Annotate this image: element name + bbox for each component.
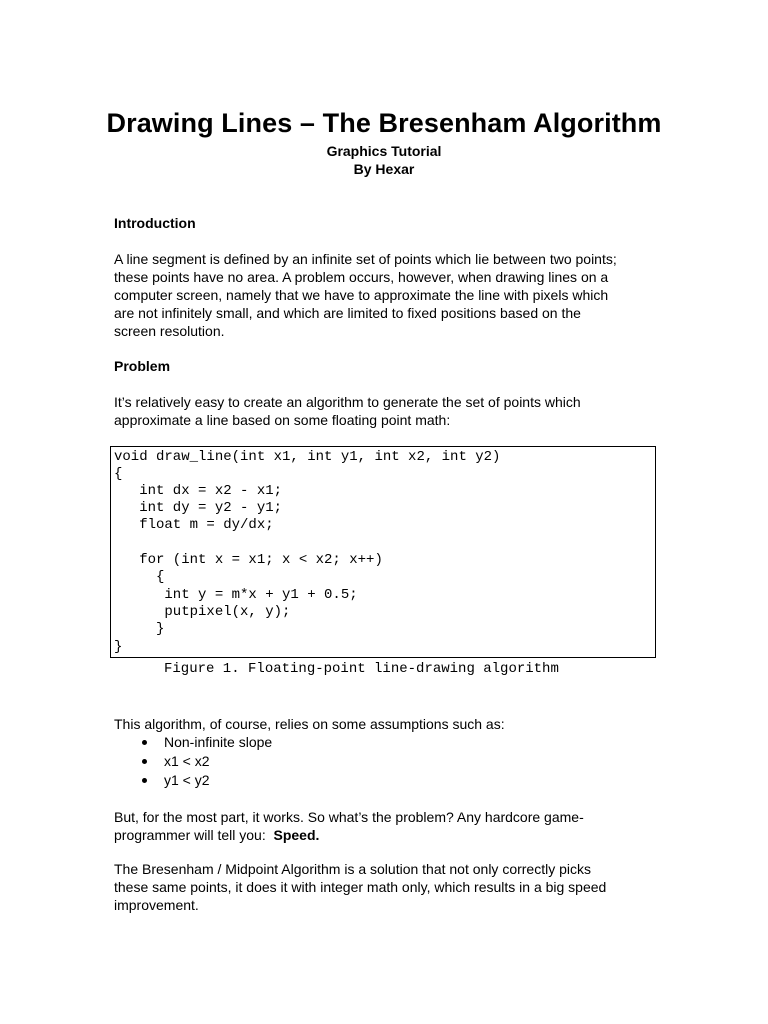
- solution-line: these same points, it does it with integer math only, which results in a big speed: [114, 879, 607, 895]
- code-line: int dx = x2 - x1;: [114, 483, 283, 499]
- code-line: int dy = y2 - y1;: [114, 500, 283, 516]
- introduction-line: these points have no area. A problem occurs, however, when drawing lines on a: [114, 269, 609, 285]
- figure-caption: Figure 1. Floating-point line-drawing algorithm: [164, 661, 559, 677]
- bullet-icon: [142, 740, 147, 745]
- code-line: putpixel(x, y);: [114, 604, 291, 620]
- solution-paragraph: [114, 860, 654, 914]
- problem-line: It’s relatively easy to create an algorithm to generate the set of points which: [114, 394, 581, 410]
- list-item-text: Non-infinite slope: [164, 734, 273, 750]
- list-item-text: y1 < y2: [164, 772, 210, 788]
- conclusion-line: But, for the most part, it works. So what’s the problem? Any hardcore game-: [114, 809, 584, 825]
- list-item: [140, 752, 272, 771]
- conclusion-text: programmer will tell you:: [114, 827, 274, 843]
- assumptions-list: [140, 733, 272, 790]
- document-subtitle: Graphics Tutorial: [326, 143, 442, 159]
- assumptions-intro: This algorithm, of course, relies on some assumptions such as:: [114, 716, 505, 732]
- speed-emphasis: Speed.: [273, 827, 320, 843]
- conclusion-paragraph: [114, 808, 654, 844]
- problem-paragraph: [114, 393, 654, 429]
- solution-line: improvement.: [114, 897, 199, 913]
- introduction-line: A line segment is defined by an infinite set of points which lie between two points;: [114, 251, 617, 267]
- document-author: By Hexar: [353, 161, 415, 177]
- problem-heading: Problem: [114, 358, 171, 374]
- list-item: [140, 771, 272, 790]
- code-line: }: [114, 639, 123, 655]
- conclusion-line: [114, 826, 654, 844]
- code-line: {: [114, 466, 123, 482]
- bullet-icon: [142, 778, 147, 783]
- list-item: [140, 733, 272, 752]
- introduction-paragraph: [114, 250, 654, 340]
- introduction-line: are not infinitely small, and which are limited to fixed positions based on the: [114, 305, 581, 321]
- introduction-line: computer screen, namely that we have to approximate the line with pixels which: [114, 287, 609, 303]
- introduction-heading: Introduction: [114, 215, 196, 231]
- bullet-icon: [142, 759, 147, 764]
- code-line: int y = m*x + y1 + 0.5;: [114, 587, 358, 603]
- document-title: Drawing Lines – The Bresenham Algorithm: [106, 108, 662, 138]
- code-line: }: [114, 621, 165, 637]
- introduction-line: screen resolution.: [114, 323, 225, 339]
- list-item-text: x1 < x2: [164, 753, 210, 769]
- code-line: {: [114, 569, 165, 585]
- problem-line: approximate a line based on some floating point math:: [114, 412, 451, 428]
- solution-line: The Bresenham / Midpoint Algorithm is a solution that not only correctly picks: [114, 861, 591, 877]
- code-listing-box: [110, 446, 656, 658]
- code-line: for (int x = x1; x < x2; x++): [114, 552, 383, 568]
- code-line: float m = dy/dx;: [114, 517, 274, 533]
- code-line: void draw_line(int x1, int y1, int x2, int y2): [114, 449, 501, 465]
